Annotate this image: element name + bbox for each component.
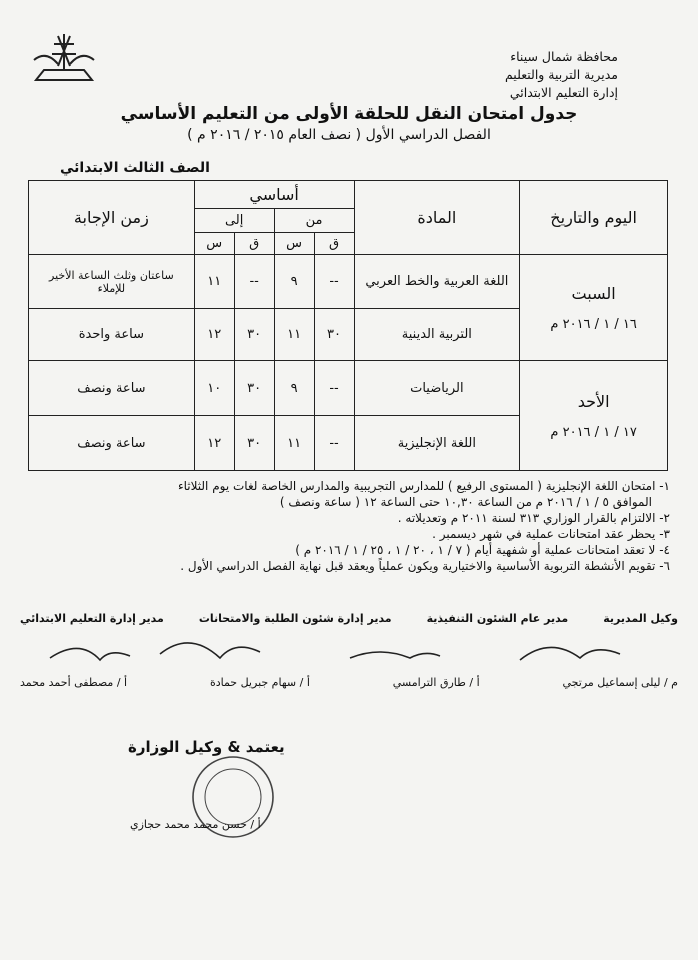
from-q-cell: ٣٠ <box>314 309 354 361</box>
note-item: ٢- الالتزام بالقرار الوزاري ٣١٣ لسنة ٢٠١١ م وتعديلاته . <box>397 511 670 525</box>
day-name: السبت <box>571 283 616 303</box>
to-s-cell: ١١ <box>194 255 234 309</box>
signature-roles <box>20 612 678 625</box>
document-title: جدول امتحان النقل للحلقة الأولى من التعليم الأساسي <box>120 104 578 124</box>
header-to: إلى <box>194 209 274 233</box>
header-directorate: مديرية التربية والتعليم <box>504 67 618 82</box>
header-administration: إدارة التعليم الابتدائي <box>509 85 618 100</box>
signature-names <box>20 676 678 689</box>
signature-role: مدير إدارة التعليم الابتدائي <box>20 612 164 625</box>
note-item: ٣- يحظر عقد امتحانات عملية في شهر ديسمبر . <box>432 527 670 541</box>
note-item: الموافق ٥ / ١ / ٢٠١٦ م من الساعة ١٠,٣٠ حتى الساعة ١٢ ( ساعة ونصف ) <box>279 495 652 509</box>
from-q-cell: -- <box>314 255 354 309</box>
document-subtitle: الفصل الدراسي الأول ( نصف العام ٢٠١٥ / ٢٠١٦ م ) <box>187 127 491 143</box>
signature-role: وكيل المديرية <box>603 612 678 625</box>
from-q-cell: -- <box>314 361 354 416</box>
note-item: ١- امتحان اللغة الإنجليزية ( المستوى الرفيع ) للمدارس التجريبية والمدارس الخاصة لغات يوم الثلاثاء <box>177 479 670 493</box>
header-to-s: س <box>194 233 234 255</box>
note-item: ٦- تقويم الأنشطة التربوية الأساسية والاختيارية ويكون عملياً ويعقد قبل نهاية الفصل الدراسي الأول . <box>180 559 670 573</box>
table-row <box>29 255 668 309</box>
to-s-cell: ١٢ <box>194 416 234 471</box>
to-q-cell: ٣٠ <box>234 416 274 471</box>
signature-name: أ / طارق الترامسي <box>392 676 480 689</box>
table-row <box>29 361 668 416</box>
header-block <box>505 48 618 102</box>
from-s-cell: ٩ <box>274 255 314 309</box>
signature-role: مدير إدارة شئون الطلبة والامتحانات <box>198 612 392 625</box>
from-s-cell: ١١ <box>274 416 314 471</box>
duration-cell: ساعة ونصف <box>29 361 195 416</box>
day-cell <box>520 361 668 471</box>
duration-cell: ساعة ونصف <box>29 416 195 471</box>
day-name: الأحد <box>577 391 610 411</box>
day-date: ١٦ / ١ / ٢٠١٦ م <box>550 316 637 332</box>
exam-schedule-table <box>28 180 668 471</box>
ministry-logo <box>28 30 100 86</box>
to-q-cell: ٣٠ <box>234 309 274 361</box>
signature-name: م / ليلى إسماعيل مرتجي <box>562 676 678 689</box>
day-date: ١٧ / ١ / ٢٠١٦ م <box>550 424 637 440</box>
signature-role: مدير عام الشئون التنفيذية <box>426 612 569 625</box>
to-q-cell: ٣٠ <box>234 361 274 416</box>
duration-cell: ساعة واحدة <box>29 309 195 361</box>
notes-list <box>30 478 670 574</box>
approver-name: أ / حسن محمد محمد حجازي <box>130 818 261 831</box>
to-q-cell: -- <box>234 255 274 309</box>
header-governorate: محافظة شمال سيناء <box>510 49 618 64</box>
to-s-cell: ١٠ <box>194 361 234 416</box>
subject-cell: الرياضيات <box>354 361 520 416</box>
note-item: ٤- لا تعقد امتحانات عملية أو شفهية أيام ( ٧ / ١ ، ٢٠ / ١ ، ٢٥ / ١ / ٢٠١٦ م ) <box>295 543 670 557</box>
signature-name: أ / مصطفى أحمد محمد <box>20 676 128 689</box>
header-from: من <box>274 209 354 233</box>
header-subject: المادة <box>354 181 520 255</box>
from-q-cell: -- <box>314 416 354 471</box>
header-day-date: اليوم والتاريخ <box>520 181 668 255</box>
handwritten-signatures <box>20 628 680 678</box>
to-s-cell: ١٢ <box>194 309 234 361</box>
subject-cell: التربية الدينية <box>354 309 520 361</box>
header-from-q: ق <box>314 233 354 255</box>
duration-cell: ساعتان وثلث الساعة الأخير للإملاء <box>29 255 195 309</box>
header-basic: أساسي <box>194 181 354 209</box>
from-s-cell: ٩ <box>274 361 314 416</box>
from-s-cell: ١١ <box>274 309 314 361</box>
signature-name: أ / سهام جبريل حمادة <box>209 676 310 689</box>
header-from-s: س <box>274 233 314 255</box>
grade-label: الصف الثالث الابتدائي <box>60 160 210 176</box>
subject-cell: اللغة العربية والخط العربي <box>354 255 520 309</box>
day-cell <box>520 255 668 361</box>
header-to-q: ق <box>234 233 274 255</box>
approval-label: يعتمد & وكيل الوزارة <box>128 738 285 756</box>
header-answer-time: زمن الإجابة <box>29 181 195 255</box>
subject-cell: اللغة الإنجليزية <box>354 416 520 471</box>
